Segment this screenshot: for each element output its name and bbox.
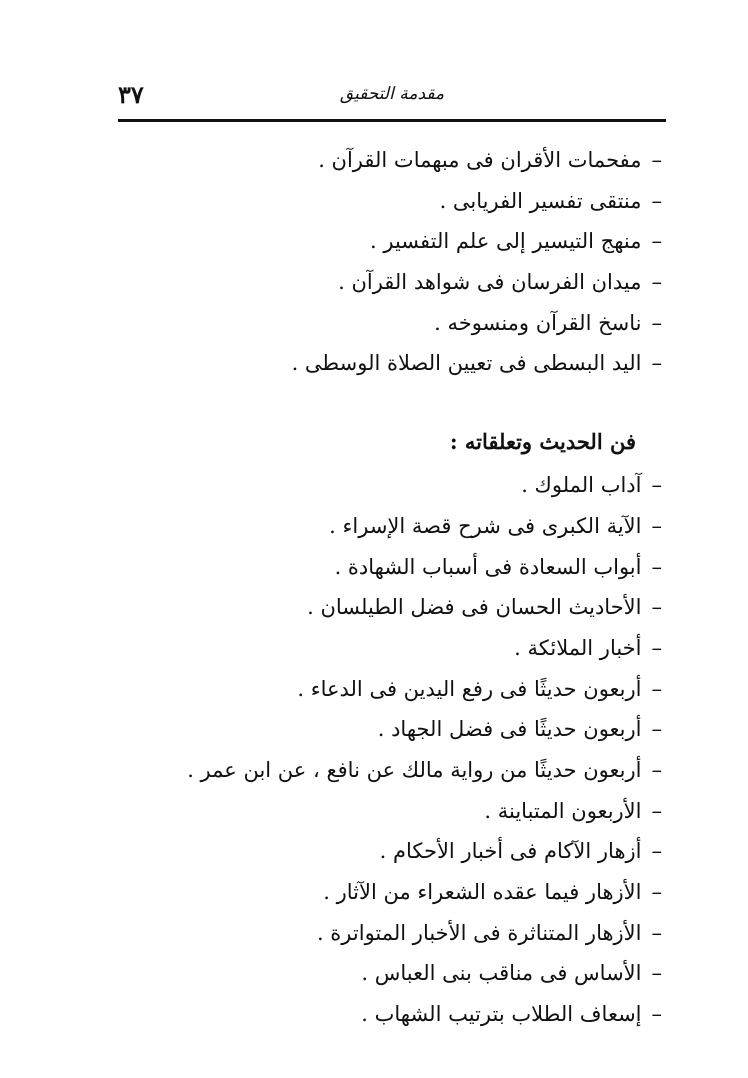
list-item: –الأزهار فيما عقده الشعراء من الآثار . [132, 872, 662, 913]
list-item: –مفحمات الأقران فى مبهمات القرآن . [132, 140, 662, 181]
list-item: –الأحاديث الحسان فى فضل الطيلسان . [132, 587, 662, 628]
page-header [118, 78, 666, 118]
tafsir-list [132, 140, 662, 384]
dash-bullet: – [651, 513, 662, 538]
dash-bullet: – [651, 635, 662, 660]
dash-bullet: – [651, 757, 662, 782]
running-head: مقدمة التحقيق [339, 84, 445, 104]
section-gap [132, 384, 662, 421]
header-rule [118, 119, 666, 122]
list-item: –أربعون حديثًا فى فضل الجهاد . [132, 709, 662, 750]
dash-bullet: – [651, 798, 662, 823]
list-item: –أبواب السعادة فى أسباب الشهادة . [132, 547, 662, 588]
page-body [132, 140, 662, 1035]
dash-bullet: – [651, 839, 662, 864]
dash-bullet: – [651, 1002, 662, 1027]
dash-bullet: – [651, 188, 662, 213]
dash-bullet: – [651, 961, 662, 986]
list-item: –الأربعون المتباينة . [132, 791, 662, 832]
dash-bullet: – [651, 229, 662, 254]
list-item: –ميدان الفرسان فى شواهد القرآن . [132, 262, 662, 303]
section-heading: فن الحديث وتعلقاته : [449, 429, 636, 455]
dash-bullet: – [651, 473, 662, 498]
list-item: –آداب الملوك . [132, 465, 662, 506]
list-item: –اليد البسطى فى تعيين الصلاة الوسطى . [132, 343, 662, 384]
hadith-list [132, 465, 662, 1035]
dash-bullet: – [651, 270, 662, 295]
list-item: –أربعون حديثًا فى رفع اليدين فى الدعاء . [132, 669, 662, 710]
dash-bullet: – [651, 880, 662, 904]
list-item: –منهج التيسير إلى علم التفسير . [132, 221, 662, 262]
list-item: –ناسخ القرآن ومنسوخه . [132, 303, 662, 344]
dash-bullet: – [651, 595, 662, 620]
dash-bullet: – [651, 554, 662, 579]
dash-bullet: – [651, 717, 662, 742]
list-item: –الأزهار المتناثرة فى الأخبار المتواترة . [132, 913, 662, 954]
dash-bullet: – [651, 148, 662, 172]
page-number: ٣٧ [118, 80, 144, 109]
dash-bullet: – [651, 920, 662, 945]
list-item: –منتقى تفسير الفريابى . [132, 181, 662, 222]
dash-bullet: – [651, 351, 662, 376]
list-item: –أزهار الآكام فى أخبار الأحكام . [132, 831, 662, 872]
list-item: –أخبار الملائكة . [132, 628, 662, 669]
list-item: –أربعون حديثًا من رواية مالك عن نافع ، عن ابن عمر . [132, 750, 662, 791]
list-item: –إسعاف الطلاب بترتيب الشهاب . [132, 994, 662, 1035]
dash-bullet: – [651, 310, 662, 335]
list-item: –الآية الكبرى فى شرح قصة الإسراء . [132, 506, 662, 547]
dash-bullet: – [651, 676, 662, 701]
list-item: –الأساس فى مناقب بنى العباس . [132, 953, 662, 994]
